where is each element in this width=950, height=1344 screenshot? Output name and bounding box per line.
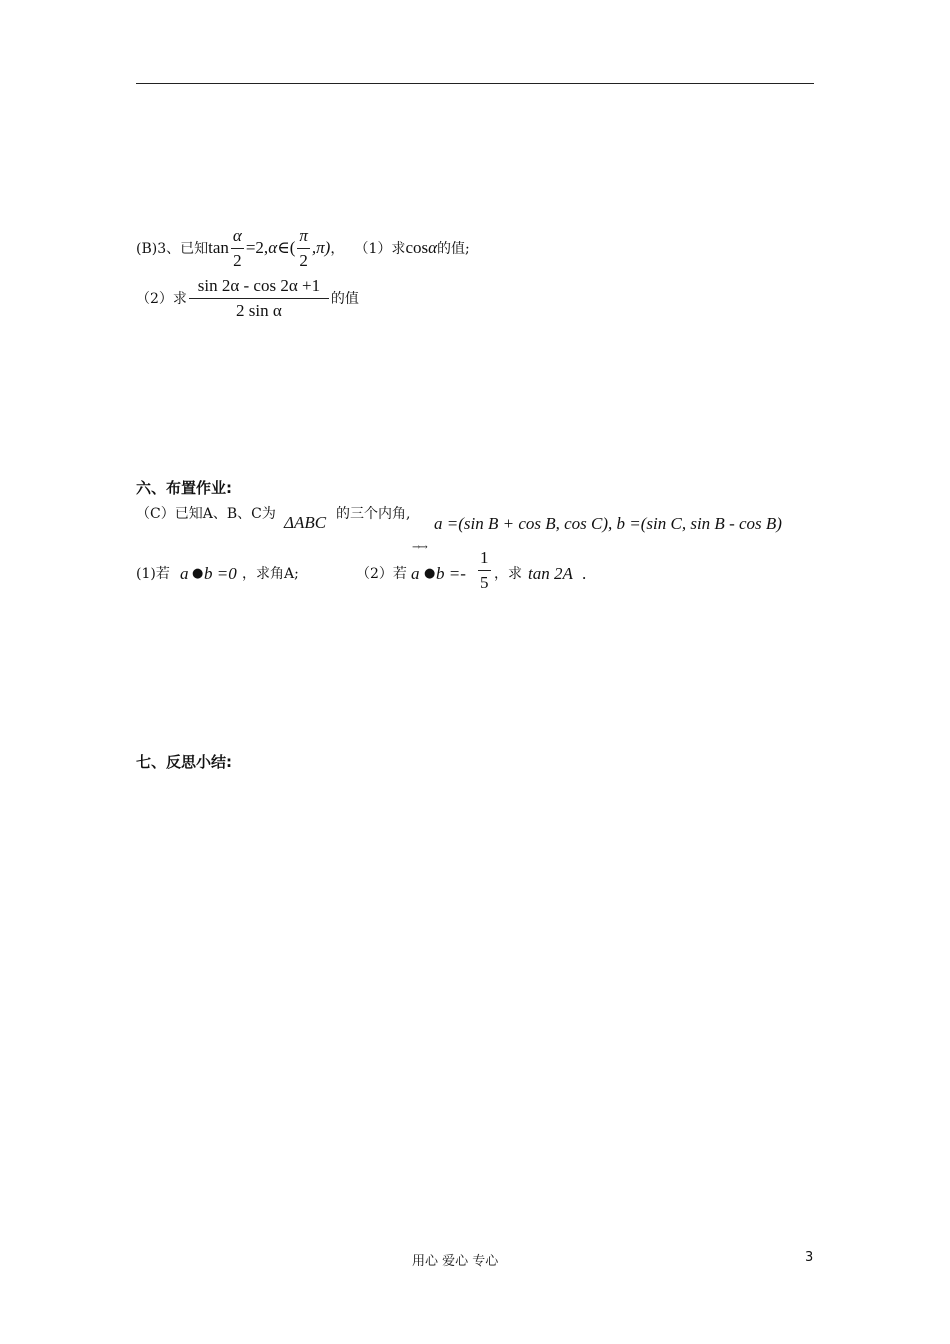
alpha-symbol-2: α <box>428 238 438 257</box>
alpha-symbol: α <box>268 238 278 257</box>
question-1-label: （1）求 <box>354 241 406 257</box>
alpha-over-2: $\frac{\alpha}{2}$ <box>232 226 242 270</box>
problem-c-line1 <box>136 503 814 543</box>
in-symbol: ∈( <box>277 238 296 257</box>
tan-2a: tan 2A <box>528 564 573 583</box>
one-fifth-fraction: $\frac{1}{5}$ <box>480 548 489 592</box>
question-1-tail-c: ，求角A; <box>242 566 299 582</box>
period: . <box>582 564 587 583</box>
problem-b-line1 <box>136 226 470 271</box>
footer-motto: 用心 爱心 专心 <box>412 1254 499 1269</box>
dot-operator: ● <box>192 566 204 581</box>
vector-a: a <box>180 564 189 583</box>
interval-tail: ,π) <box>311 238 331 257</box>
vector-arrows: →→ <box>412 542 427 553</box>
b-equals-zero: b =0 <box>204 564 237 583</box>
section-6-heading: 六、布置作业: <box>136 479 232 497</box>
question-2-tail: 的值 <box>330 291 359 307</box>
problem-c-line2 <box>136 542 814 598</box>
equals-2: =2, <box>245 238 269 257</box>
b-equals-minus: b =- <box>436 564 466 583</box>
vector-a-2: a <box>411 564 420 583</box>
dot-operator-2: ● <box>424 566 436 581</box>
question-1-tail: 的值; <box>437 241 470 257</box>
question-2-label: （2）求 <box>136 291 187 307</box>
problem-b-line2 <box>136 276 359 321</box>
question-2-label-c: （2）若 <box>356 566 407 582</box>
cos-function: cos <box>405 238 429 257</box>
question-2-tail-c: ，求 <box>494 566 522 582</box>
triangle-abc: ΔABC <box>284 513 327 532</box>
page-number: 3 <box>805 1250 814 1265</box>
problem-c-mid-text: 的三个内角, <box>336 506 411 522</box>
question-1-label-c: (1)若 <box>136 566 170 582</box>
tan-function: tan <box>208 238 229 257</box>
problem-b-label: (B)3、已知 <box>136 241 209 257</box>
comma: ， <box>330 241 345 257</box>
problem-c-label: （C）已知A、B、C为 <box>136 506 276 522</box>
pi-over-2: $\frac{\pi}{2}$ <box>299 226 308 270</box>
section-7-heading: 七、反思小结: <box>136 753 232 771</box>
header-rule <box>136 83 814 84</box>
trig-fraction: $\frac{\sin 2\alpha - \cos 2\alpha +1}{\text{2 sin α}}$ <box>189 276 329 321</box>
vector-definitions: a =(sin B + cos B, cos C), b =(sin C, sin B - cos B) <box>434 514 782 533</box>
